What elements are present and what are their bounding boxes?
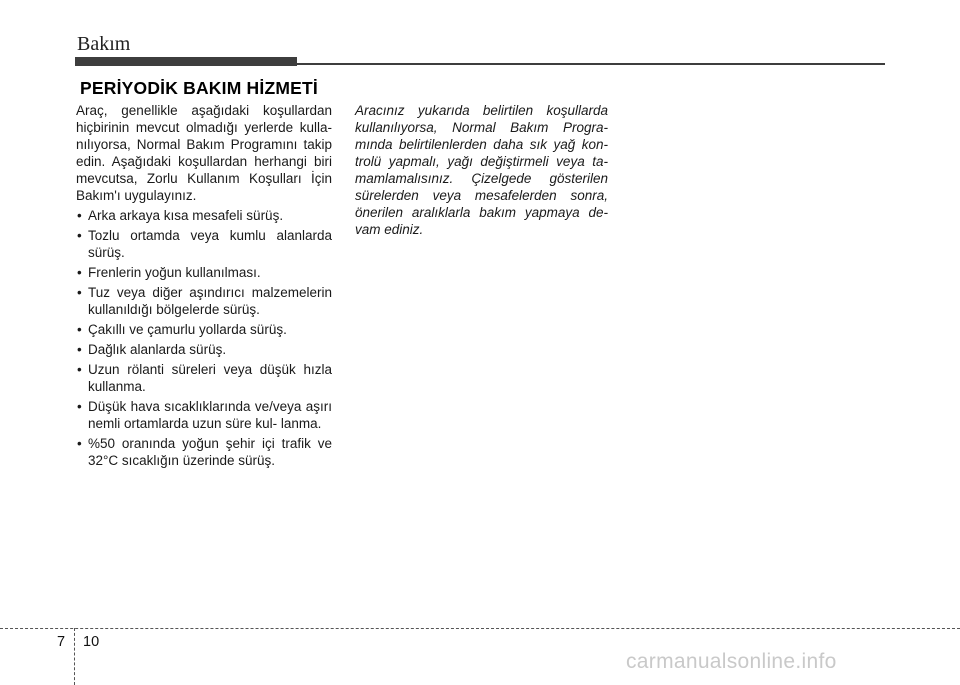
list-item xyxy=(76,227,332,261)
list-item-text: Uzun rölanti süreleri veya düşük hızla kullanma. xyxy=(88,362,332,394)
bullet-icon: • xyxy=(77,285,82,300)
page-number: 10 xyxy=(83,634,100,650)
bullet-icon: • xyxy=(77,342,82,357)
chapter-heading: Bakım xyxy=(77,33,131,55)
bullet-icon: • xyxy=(77,322,82,337)
header-rule-thick xyxy=(75,57,297,66)
footer-divider xyxy=(74,628,75,685)
bullet-icon: • xyxy=(77,228,82,243)
list-item xyxy=(76,264,332,281)
bullet-icon: • xyxy=(77,265,82,280)
list-item-text: Dağlık alanlarda sürüş. xyxy=(88,342,227,357)
list-item xyxy=(76,321,332,338)
list-item xyxy=(76,207,332,224)
bullet-icon: • xyxy=(77,208,82,223)
list-item-text: Düşük hava sıcaklıklarında ve/veya aşırı nemli ortamlarda uzun süre kul- lanma. xyxy=(88,399,332,431)
footer-rule xyxy=(0,628,960,629)
condition-list xyxy=(76,207,332,469)
watermark: carmanualsonline.info xyxy=(626,650,837,673)
intro-paragraph: Araç, genellikle aşağıdaki koşullardan hiçbirinin mevcut olmadığı yerlerde kulla- nılıyorsa, Normal Bakım Programını takip edin. Aşağıdaki koşullardan herhangi biri mevcutsa, Zorlu Kullanım Koşulları İçin Bakım'ı uygulayınız. xyxy=(76,103,332,203)
header-rule-thin xyxy=(297,63,885,65)
bullet-icon: • xyxy=(77,362,82,377)
section-title: PERİYODİK BAKIM HİZMETİ xyxy=(80,78,318,98)
list-item-text: %50 oranında yoğun şehir içi trafik ve 32°C sıcaklığın üzerinde sürüş. xyxy=(88,436,332,468)
left-column xyxy=(76,102,332,472)
list-item-text: Frenlerin yoğun kullanılması. xyxy=(88,265,261,280)
list-item xyxy=(76,398,332,432)
bullet-icon: • xyxy=(77,399,82,414)
right-column xyxy=(355,102,608,238)
maintenance-note: Aracınız yukarıda belirtilen koşullarda kullanılıyorsa, Normal Bakım Progra- mında belirtilenlerden daha sık yağ kon- trolü yapmalı, yağı değiştirmeli veya ta- mamlamalısınız. Çizelgede gösterilen sürelerden veya mesafelerden sonra, önerilen aralıklarla bakım yapmaya de- vam ediniz. xyxy=(355,103,608,237)
list-item-text: Çakıllı ve çamurlu yollarda sürüş. xyxy=(88,322,287,337)
list-item xyxy=(76,341,332,358)
list-item xyxy=(76,435,332,469)
chapter-number: 7 xyxy=(57,634,66,650)
list-item xyxy=(76,361,332,395)
list-item xyxy=(76,284,332,318)
list-item-text: Arka arkaya kısa mesafeli sürüş. xyxy=(88,208,284,223)
list-item-text: Tozlu ortamda veya kumlu alanlarda sürüş. xyxy=(88,228,332,260)
list-item-text: Tuz veya diğer aşındırıcı malzemelerin kullanıldığı bölgelerde sürüş. xyxy=(88,285,332,317)
bullet-icon: • xyxy=(77,436,82,451)
